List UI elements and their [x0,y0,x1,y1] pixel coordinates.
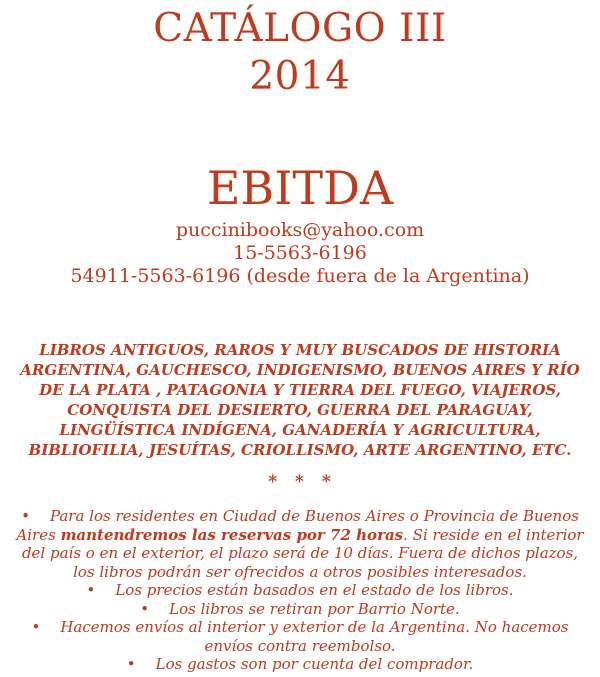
terms-item-text-bold: mantendremos las reservas por 72 horas [60,525,404,544]
catalog-description: LIBROS ANTIGUOS, RAROS Y MUY BUSCADOS DE HISTORIA ARGENTINA, GAUCHESCO, INDIGENISMO, BUENOS AIRES Y RÍO DE LA PLATA , PATAGONIA Y TIERRA DEL FUEGO, VIAJEROS, CONQUISTA DEL DESIERTO, GUERRA DEL PARAGUAY, LINGÜÍSTICA INDÍGENA, GANADERÍA Y AGRICULTURA, BIBLIOFILIA, JESUÍTAS, CRIOLLISMO, ARTE ARGENTINO, ETC. [20,341,580,460]
contact-phone-international: 54911-5563-6196 (desde fuera de la Argentina) [70,265,530,288]
terms-item-costs [9,655,591,674]
terms-list [9,507,591,674]
terms-item-prices [9,581,591,600]
bullet-icon: • [21,507,30,526]
bullet-icon: • [140,599,150,618]
terms-item-text: Para los residentes en Ciudad de Buenos Aires o Provincia de Buenos Aires [16,507,579,544]
bullet-icon: • [31,618,41,637]
terms-item-shipping [9,618,591,655]
catalog-year: 2014 [249,53,351,99]
section-separator: * * * [268,472,332,493]
contact-phone-local: 15-5563-6196 [233,242,367,265]
terms-item-reservations [9,507,591,581]
terms-item-text: Los gastos son por cuenta del comprador. [155,655,474,674]
terms-item-text: . Si reside en el interior del país o en el exterior, el plazo será de 10 días. Fuera de dichos plazos, los libros podrán ser ofrecidos a otros posibles interesados. [21,525,584,581]
terms-item-text: Hacemos envíos al interior y exterior de la Argentina. No hacemos envíos contra reembolso. [60,618,569,655]
brand-block [0,161,600,288]
bullet-icon: • [126,655,136,674]
page-title: CATÁLOGO III [153,6,447,51]
brand-name: EBITDA [206,161,394,216]
bullet-icon: • [86,581,96,600]
terms-item-text: Los libros se retiran por Barrio Norte. [169,599,460,618]
terms-item-pickup [9,600,591,619]
contact-email: puccinibooks@yahoo.com [175,219,425,242]
terms-item-text: Los precios están basados en el estado de los libros. [115,581,514,600]
